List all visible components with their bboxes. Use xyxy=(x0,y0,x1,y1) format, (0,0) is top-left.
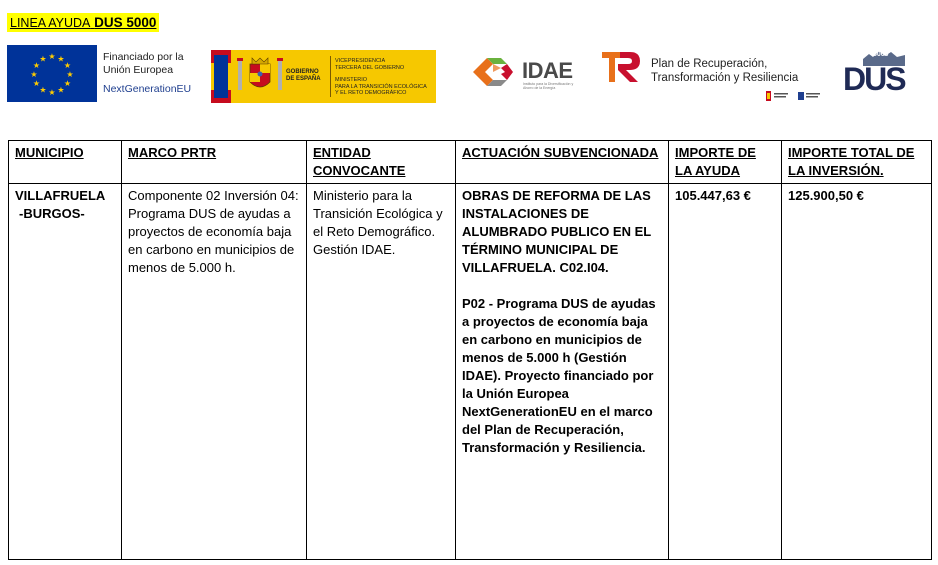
eu-funding-text xyxy=(103,51,191,96)
cell-municipio xyxy=(9,184,122,560)
header-actuacion: ACTUACIÓN SUBVENCIONADA xyxy=(456,141,669,184)
prtr-text xyxy=(651,57,798,85)
vicepresidencia-text: VICEPRESIDENCIA TERCERA DEL GOBIERNO xyxy=(335,58,405,71)
page-title xyxy=(7,13,159,32)
header-importe-total: IMPORTE TOTAL DE LA INVERSIÓN. xyxy=(782,141,932,184)
svg-text:★: ★ xyxy=(39,54,47,64)
eu-line2: Unión Europea xyxy=(103,64,174,76)
cell-marco: Componente 02 Inversión 04: Programa DUS de ayudas a proyectos de economía baja en carbono en municipios de menos de 5.000 h. xyxy=(122,184,307,560)
idae-name: IDAE xyxy=(522,58,573,83)
ministry-minilogos-icon xyxy=(764,90,824,102)
eu-line1: Financiado por la xyxy=(103,51,184,63)
spain-flag-icon xyxy=(211,50,231,103)
svg-text:★: ★ xyxy=(39,85,47,95)
svg-text:★: ★ xyxy=(32,61,41,70)
actuacion-paragraph-2: P02 - Programa DUS de ayudas a proyectos de economía baja en carbono en municipios de menos de 5.000 h (Gestión IDAE). Proyecto financiado por la Unión Europea NextGenerationEU en el marco del Plan de Recuperación, Transformación y Resiliencia. xyxy=(462,296,656,455)
header-marco: MARCO PRTR xyxy=(122,141,307,184)
prtr-line2: Transformación y Resiliencia xyxy=(651,72,799,84)
cell-actuacion xyxy=(456,184,669,560)
municipio-province: -BURGOS- xyxy=(19,206,85,221)
title-prefix: LINEA AYUDA xyxy=(10,16,91,30)
title-bold: DUS 5000 xyxy=(94,15,157,30)
gobierno-espana-logo xyxy=(211,50,436,103)
svg-text:★: ★ xyxy=(57,85,65,95)
ayuda-table xyxy=(8,140,932,560)
header-importe-ayuda: IMPORTE DE LA AYUDA xyxy=(669,141,782,184)
cell-importe-total: 125.900,50 € xyxy=(782,184,932,560)
header-municipio: MUNICIPIO xyxy=(9,141,122,184)
svg-text:★: ★ xyxy=(48,52,56,61)
dus-badge-number: 5000 xyxy=(873,51,889,58)
header-entidad: ENTIDAD CONVOCANTE xyxy=(307,141,456,184)
ministerio-text: MINISTERIO PARA LA TRANSICIÓN ECOLÓGICA Y EL RETO DEMOGRÁFICO xyxy=(335,77,427,96)
municipio-name: VILLAFRUELA xyxy=(15,188,106,203)
eu-stars-icon xyxy=(7,45,97,102)
prtr-line1: Plan de Recuperación, xyxy=(651,58,768,70)
actuacion-paragraph-1: OBRAS DE REFORMA DE LAS INSTALACIONES DE ALUMBRADO PUBLICO EN EL TÉRMINO MUNICIPAL DE VILLAFRUELA. C02.I04. xyxy=(462,188,651,275)
svg-text:★: ★ xyxy=(66,70,74,79)
idae-subtitle: Instituto para la Diversificación y Ahorro de la Energía xyxy=(523,82,574,90)
coat-of-arms-icon xyxy=(236,56,284,96)
eu-line3: NextGenerationEU xyxy=(103,83,192,95)
dus-logo-text: DUS xyxy=(843,61,905,97)
svg-text:★: ★ xyxy=(63,61,72,70)
svg-text:★: ★ xyxy=(63,79,72,88)
svg-text:★: ★ xyxy=(57,54,65,64)
gobierno-espana-text: GOBIERNO DE ESPAÑA xyxy=(286,69,321,82)
table-row xyxy=(9,184,932,560)
idae-logo-icon xyxy=(467,52,519,92)
prtr-tr-icon xyxy=(600,50,642,84)
cell-entidad: Ministerio para la Transición Ecológica y el Reto Demográfico. Gestión IDAE. xyxy=(307,184,456,560)
svg-text:★: ★ xyxy=(30,70,38,79)
svg-text:★: ★ xyxy=(48,88,56,97)
table-header-row xyxy=(9,141,932,184)
gov-divider xyxy=(330,56,331,97)
cell-importe-ayuda: 105.447,63 € xyxy=(669,184,782,560)
eu-flag-logo xyxy=(7,45,97,102)
svg-text:★: ★ xyxy=(32,79,41,88)
